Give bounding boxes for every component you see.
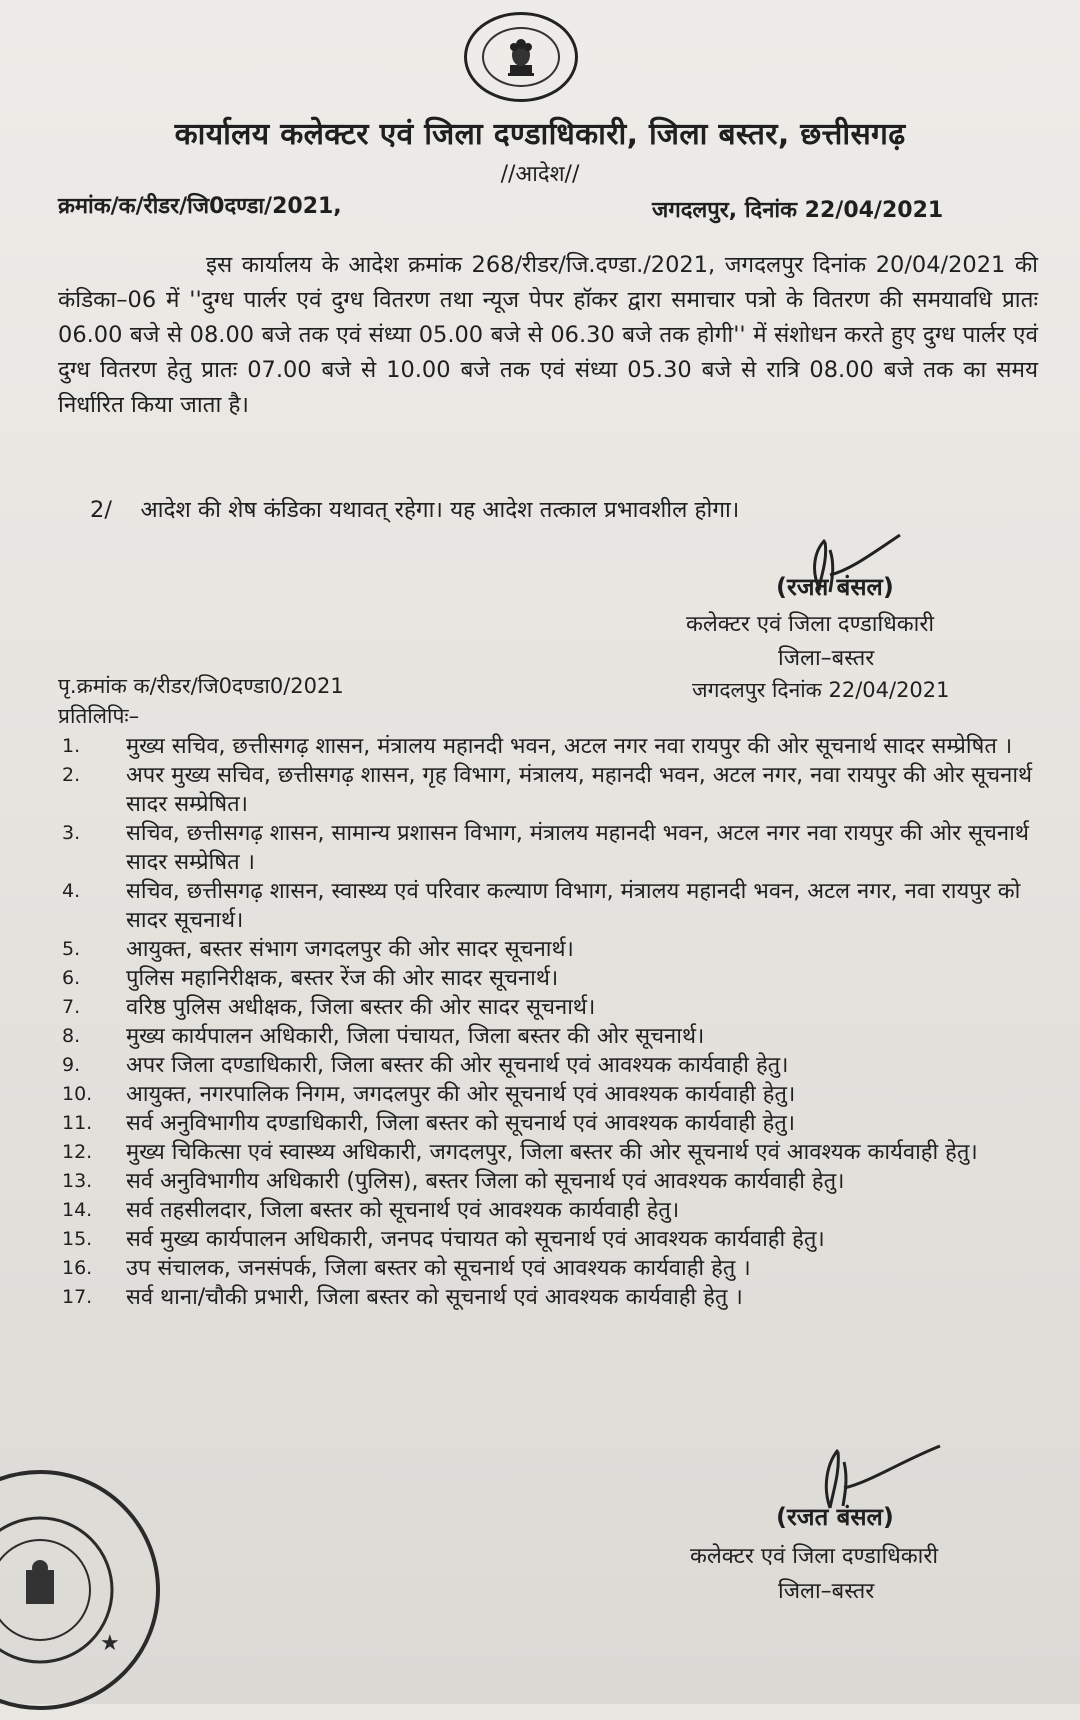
- signature-place-date: जगदलपुर दिनांक 22/04/2021: [692, 678, 950, 702]
- list-item-text: पुलिस महानिरीक्षक, बस्तर रेंज की ओर सादर सूचनार्थ।: [126, 966, 559, 991]
- list-item-number: 5.: [62, 938, 81, 960]
- list-item-text: सचिव, छत्तीसगढ़ शासन, स्वास्थ्य एवं परिवार कल्याण विभाग, मंत्रालय महानदी भवन, अटल नगर, नवा रायपुर को सादर सूचनार्थ।: [126, 879, 1021, 933]
- signatory-2-designation: कलेक्टर एवं जिला दण्डाधिकारी: [690, 1544, 939, 1569]
- list-item-text: सर्व मुख्य कार्यपालन अधिकारी, जनपद पंचायत को सूचनार्थ एवं आवश्यक कार्यवाही हेतु।: [126, 1227, 825, 1252]
- list-item-number: 2.: [62, 764, 81, 786]
- list-item: [56, 1283, 1056, 1312]
- signatory-2-name: (रजत बंसल): [776, 1503, 894, 1531]
- list-item-text: सर्व अनुविभागीय दण्डाधिकारी, जिला बस्तर को सूचनार्थ एवं आवश्यक कार्यवाही हेतु।: [126, 1111, 796, 1136]
- list-item-number: 17.: [62, 1286, 93, 1308]
- list-item: [56, 1109, 1056, 1138]
- list-item-text: आयुक्त, नगरपालिक निगम, जगदलपुर की ओर सूचनार्थ एवं आवश्यक कार्यवाही हेतु।: [126, 1082, 796, 1107]
- list-item: [56, 819, 1056, 877]
- list-item: [56, 1167, 1056, 1196]
- copy-recipient-list: [56, 732, 1056, 1312]
- list-item: [56, 1138, 1056, 1167]
- list-item: [56, 935, 1056, 964]
- list-item-number: 9.: [62, 1054, 81, 1076]
- list-item-number: 3.: [62, 822, 81, 844]
- copy-reference-number: पृ.क्रमांक क/रीडर/जि0दण्डा0/2021: [58, 674, 344, 698]
- list-item-number: 11.: [62, 1112, 93, 1134]
- list-item-text: अपर जिला दण्डाधिकारी, जिला बस्तर की ओर सूचनार्थ एवं आवश्यक कार्यवाही हेतु।: [126, 1053, 789, 1078]
- order-reference-number: क्रमांक/क/रीडर/जि0दण्डा/2021,: [58, 194, 342, 219]
- order-paragraph-2: 2/ आदेश की शेष कंडिका यथावत् रहेगा। यह आदेश तत्काल प्रभावशील होगा।: [90, 497, 740, 523]
- list-item-number: 7.: [62, 996, 81, 1018]
- list-item-text: अपर मुख्य सचिव, छत्तीसगढ़ शासन, गृह विभाग, मंत्रालय, महानदी भवन, अटल नगर, नवा रायपुर की ओर सूचनार्थ सादर सम्प्रेषित।: [126, 763, 1033, 817]
- order-place-date: जगदलपुर, दिनांक 22/04/2021: [652, 198, 944, 223]
- signatory-2-district: जिला–बस्तर: [778, 1579, 875, 1604]
- list-item-text: मुख्य सचिव, छत्तीसगढ़ शासन, मंत्रालय महानदी भवन, अटल नगर नवा रायपुर की ओर सूचनार्थ सादर सम्प्रेषित ।: [126, 734, 1013, 759]
- list-item: [56, 877, 1056, 935]
- list-item: [56, 1254, 1056, 1283]
- list-item-text: सर्व अनुविभागीय अधिकारी (पुलिस), बस्तर जिला को सूचनार्थ एवं आवश्यक कार्यवाही हेतु।: [126, 1169, 845, 1194]
- state-emblem-icon: [464, 12, 578, 102]
- office-seal-stamp-icon: [0, 1440, 190, 1720]
- list-item-text: उप संचालक, जनसंपर्क, जिला बस्तर को सूचनार्थ एवं आवश्यक कार्यवाही हेतु ।: [126, 1256, 751, 1281]
- list-item: [56, 993, 1056, 1022]
- order-paragraph-1: [58, 248, 1038, 423]
- list-item-text: सचिव, छत्तीसगढ़ शासन, सामान्य प्रशासन विभाग, मंत्रालय महानदी भवन, अटल नगर नवा रायपुर की ओर सूचनार्थ सादर सम्प्रेषित ।: [126, 821, 1029, 875]
- list-item-number: 1.: [62, 735, 81, 757]
- list-item-number: 4.: [62, 880, 81, 902]
- list-item: [56, 1022, 1056, 1051]
- list-item-number: 14.: [62, 1199, 93, 1221]
- order-heading: //आदेश//: [500, 162, 580, 187]
- list-item: [56, 732, 1056, 761]
- list-item-text: सर्व थाना/चौकी प्रभारी, जिला बस्तर को सूचनार्थ एवं आवश्यक कार्यवाही हेतु ।: [126, 1285, 743, 1310]
- list-item: [56, 1225, 1056, 1254]
- list-item-number: 8.: [62, 1025, 81, 1047]
- list-item-number: 15.: [62, 1228, 93, 1250]
- office-title: कार्यालय कलेक्टर एवं जिला दण्डाधिकारी, जिला बस्तर, छत्तीसगढ़: [174, 117, 906, 152]
- list-item: [56, 1051, 1056, 1080]
- svg-text:★: ★: [100, 1631, 120, 1656]
- list-item: [56, 1196, 1056, 1225]
- list-item: [56, 964, 1056, 993]
- list-item-number: 13.: [62, 1170, 93, 1192]
- list-item-text: वरिष्ठ पुलिस अधीक्षक, जिला बस्तर की ओर सादर सूचनार्थ।: [126, 995, 596, 1020]
- signatory-district: जिला–बस्तर: [778, 646, 875, 671]
- list-item: [56, 761, 1056, 819]
- list-item-text: आयुक्त, बस्तर संभाग जगदलपुर की ओर सादर सूचनार्थ।: [126, 937, 574, 962]
- list-item-number: 12.: [62, 1141, 93, 1163]
- paragraph-1-text: इस कार्यालय के आदेश क्रमांक 268/रीडर/जि.दण्डा./2021, जगदलपुर दिनांक 20/04/2021 की कंडिका–06 में ''दुग्ध पार्लर एवं दुग्ध वितरण तथा न्यूज पेपर हॉकर द्वारा समाचार पत्रो के वितरण की समयावधि प्रातः 06.00 बजे से 08.00 बजे तक एवं संध्या 05.00 बजे से 06.30 बजे तक होगी'' में संशोधन करते हुए दुग्ध पार्लर एवं दुग्ध वितरण हेतु प्रातः 07.00 बजे से 10.00 बजे तक एवं संध्या 05.30 बजे से रात्रि 08.00 बजे तक का समय निर्धारित किया जाता है।: [58, 252, 1038, 418]
- copy-label: प्रतिलिपिः–: [58, 704, 140, 728]
- list-item-text: मुख्य चिकित्सा एवं स्वास्थ्य अधिकारी, जगदलपुर, जिला बस्तर की ओर सूचनार्थ एवं आवश्यक कार्यवाही हेतु।: [126, 1140, 978, 1165]
- list-item-number: 6.: [62, 967, 81, 989]
- list-item-number: 10.: [62, 1083, 93, 1105]
- signatory-name: (रजत बंसल): [776, 573, 894, 601]
- list-item: [56, 1080, 1056, 1109]
- list-item-text: मुख्य कार्यपालन अधिकारी, जिला पंचायत, जिला बस्तर की ओर सूचनार्थ।: [126, 1024, 705, 1049]
- list-item-number: 16.: [62, 1257, 93, 1279]
- list-item-text: सर्व तहसीलदार, जिला बस्तर को सूचनार्थ एवं आवश्यक कार्यवाही हेतु।: [126, 1198, 680, 1223]
- signatory-designation: कलेक्टर एवं जिला दण्डाधिकारी: [686, 612, 935, 637]
